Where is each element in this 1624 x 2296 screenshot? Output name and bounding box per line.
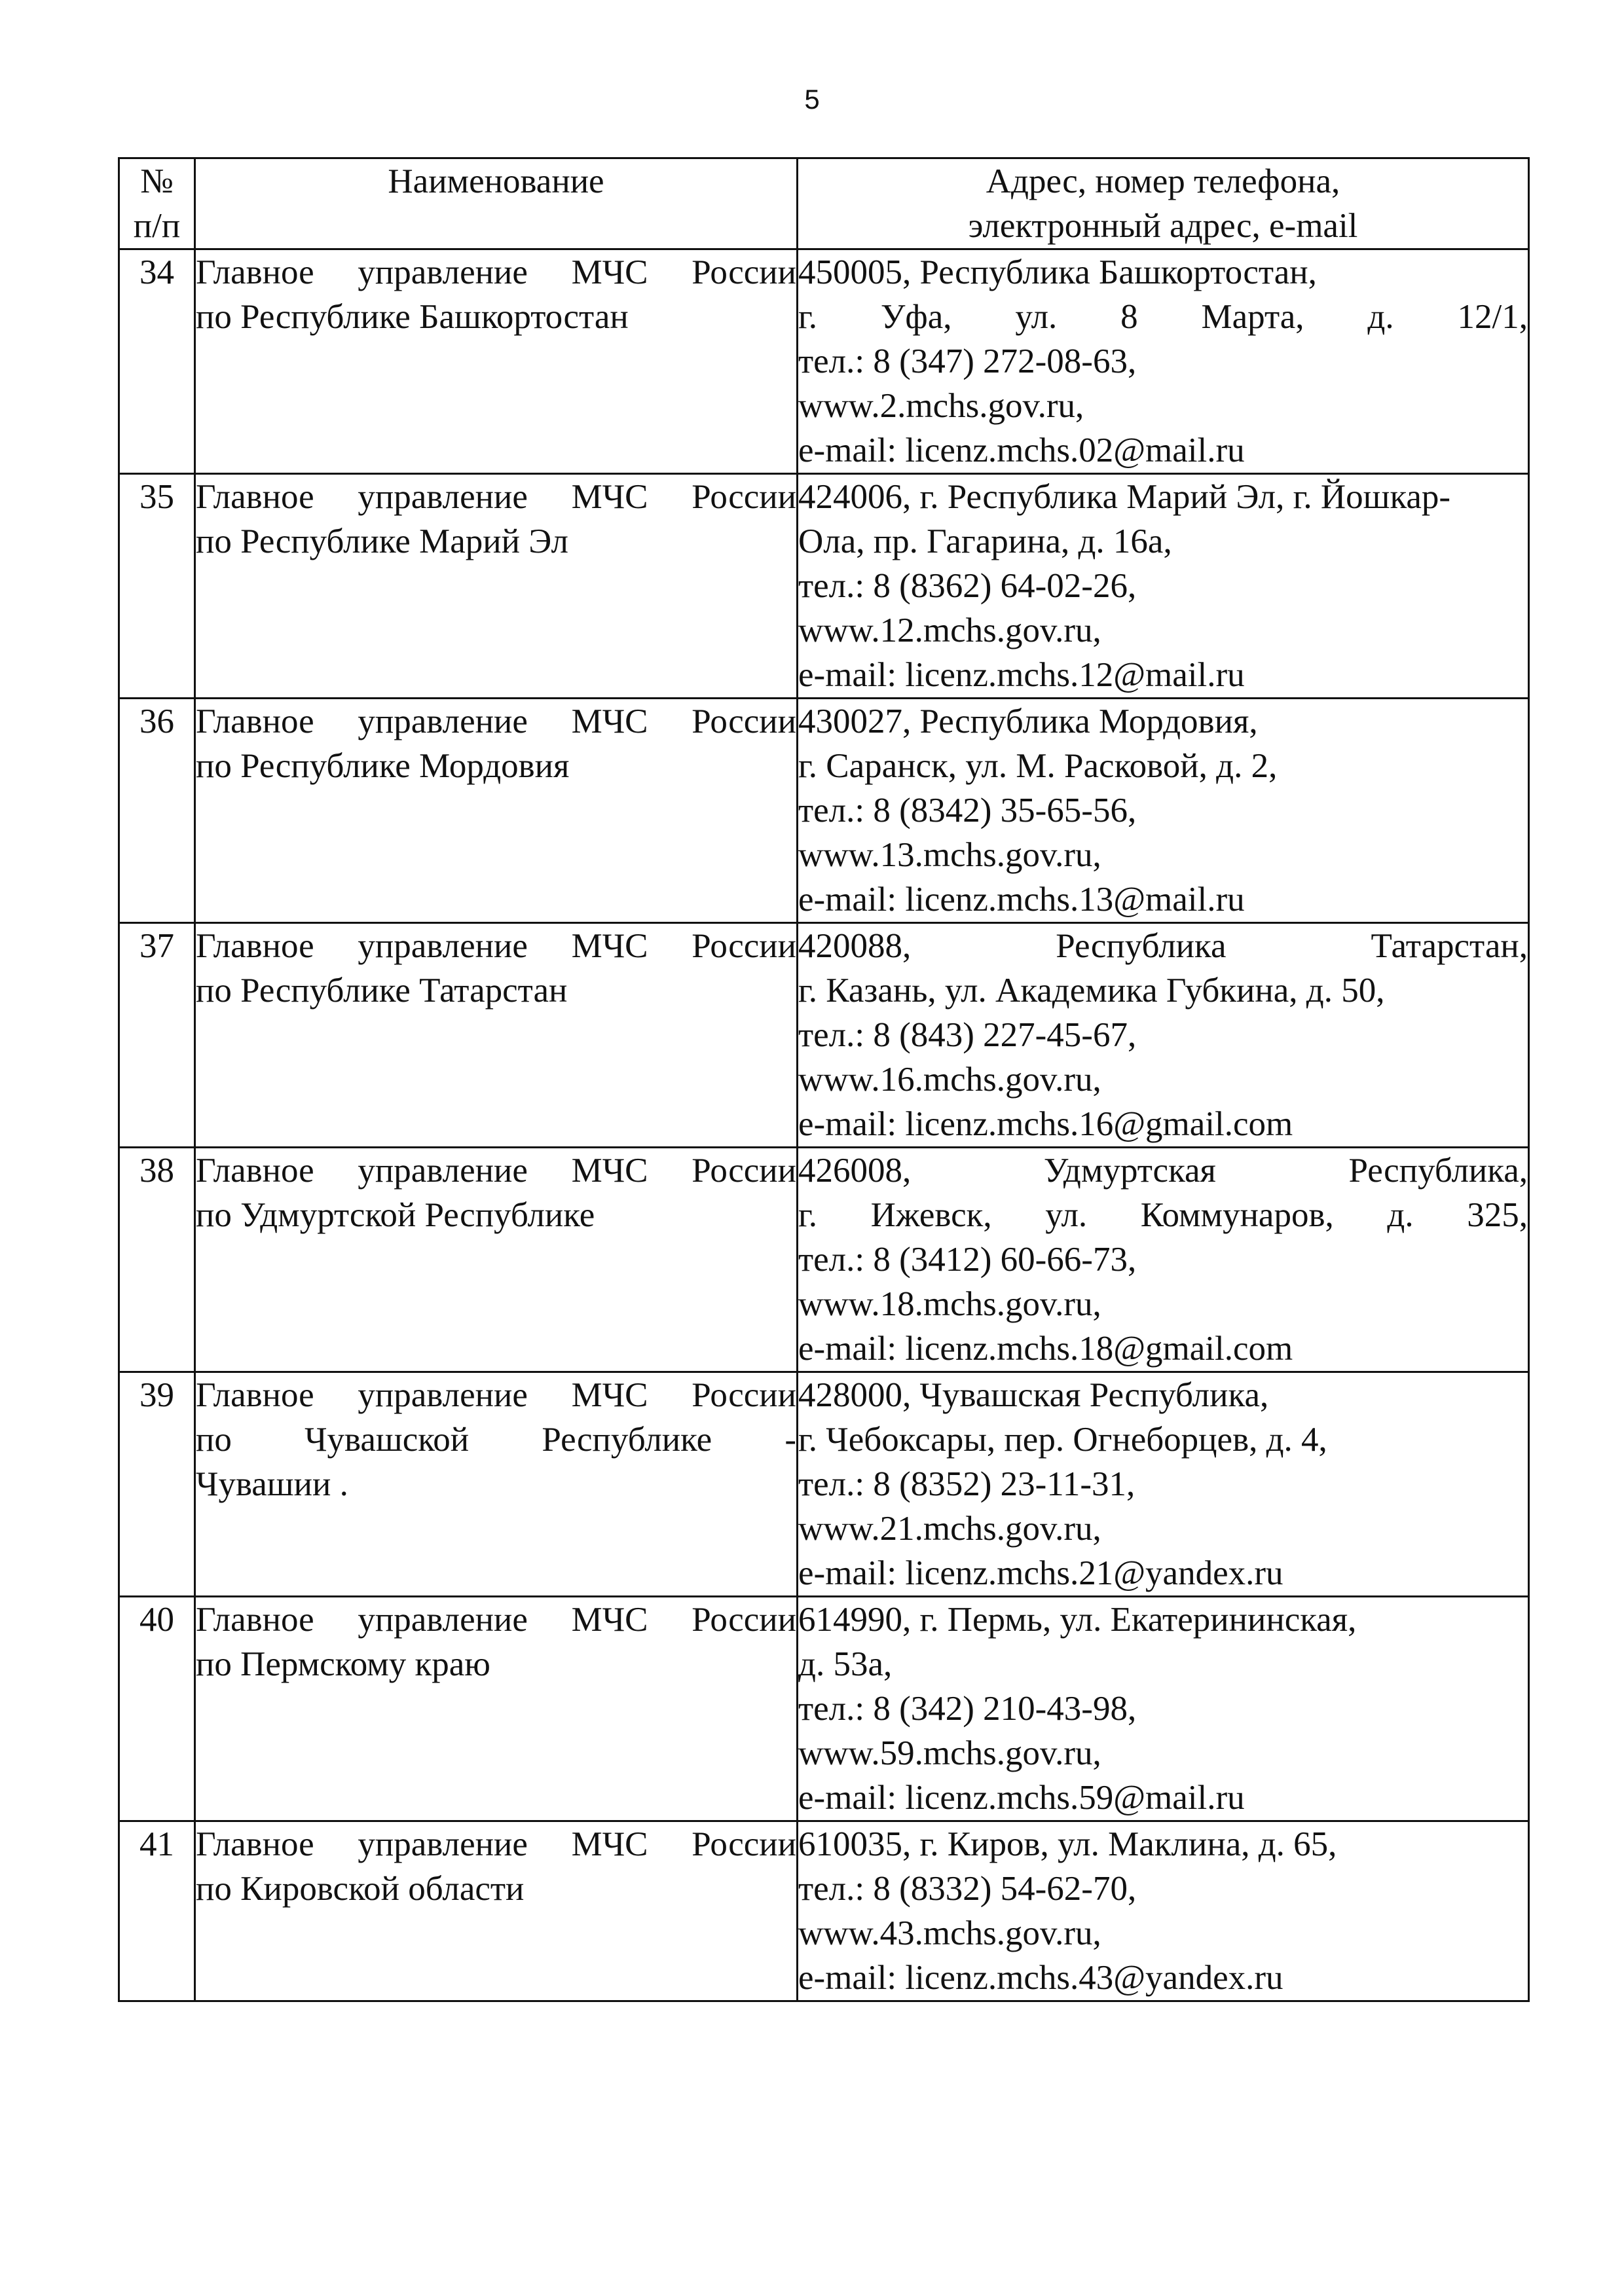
header-number-line: № bbox=[140, 162, 174, 200]
contact-details-line: 430027, Республика Мордовия, bbox=[798, 702, 1258, 740]
contact-details bbox=[798, 923, 1529, 1148]
contact-details-line: 614990, г. Пермь, ул. Екатерининская, bbox=[798, 1601, 1357, 1639]
header-number bbox=[119, 158, 195, 249]
contact-details-line: тел.: 8 (8362) 64-02-26, bbox=[798, 567, 1137, 605]
organization-name bbox=[195, 923, 798, 1148]
organization-name-line: по Удмуртской Республике bbox=[196, 1196, 595, 1234]
contact-details-line: e-mail: licenz.mchs.21@yandex.ru bbox=[798, 1554, 1283, 1592]
table-row bbox=[119, 699, 1529, 923]
contact-details-line: Ола, пр. Гагарина, д. 16а, bbox=[798, 522, 1172, 560]
contact-details-line: 420088, Республика Татарстан, bbox=[798, 927, 1528, 965]
table-row bbox=[119, 1597, 1529, 1821]
organization-name-line: Чувашии . bbox=[196, 1465, 348, 1503]
contact-details-line: тел.: 8 (8342) 35-65-56, bbox=[798, 792, 1137, 829]
organization-name-line: по Республике Башкортостан bbox=[196, 298, 629, 336]
contact-details-line: 424006, г. Республика Марий Эл, г. Йошкар- bbox=[798, 478, 1451, 516]
organization-name-line: по Кировской области bbox=[196, 1870, 525, 1908]
contact-details-line: e-mail: licenz.mchs.59@mail.ru bbox=[798, 1779, 1245, 1817]
contact-details-line: www.16.mchs.gov.ru, bbox=[798, 1061, 1101, 1099]
contact-details-line: e-mail: licenz.mchs.18@gmail.com bbox=[798, 1330, 1293, 1368]
organization-name-line: Главное управление МЧС России bbox=[196, 253, 796, 291]
table-row bbox=[119, 1821, 1529, 2001]
row-number: 37 bbox=[119, 923, 195, 1148]
contact-details-line: www.12.mchs.gov.ru, bbox=[798, 611, 1101, 649]
contact-details-line: тел.: 8 (347) 272-08-63, bbox=[798, 342, 1137, 380]
organization-name bbox=[195, 1372, 798, 1597]
organization-name-line: Главное управление МЧС России bbox=[196, 1152, 796, 1190]
row-number: 41 bbox=[119, 1821, 195, 2001]
contact-details-line: г. Саранск, ул. М. Расковой, д. 2, bbox=[798, 747, 1278, 785]
contact-details-line: тел.: 8 (3412) 60-66-73, bbox=[798, 1241, 1137, 1279]
contact-details-line: e-mail: licenz.mchs.02@mail.ru bbox=[798, 431, 1245, 469]
organization-name bbox=[195, 474, 798, 699]
contact-details-line: 450005, Республика Башкортостан, bbox=[798, 253, 1317, 291]
organization-name-line: по Республике Мордовия bbox=[196, 747, 570, 785]
contact-details bbox=[798, 699, 1529, 923]
contact-details-line: www.21.mchs.gov.ru, bbox=[798, 1510, 1101, 1548]
row-number: 34 bbox=[119, 249, 195, 474]
contact-details-line: e-mail: licenz.mchs.43@yandex.ru bbox=[798, 1959, 1283, 1997]
header-address-line: Адрес, номер телефона, bbox=[986, 162, 1340, 200]
organization-name-line: по Пермскому краю bbox=[196, 1645, 490, 1683]
contact-details-line: тел.: 8 (843) 227-45-67, bbox=[798, 1016, 1137, 1054]
row-number: 36 bbox=[119, 699, 195, 923]
contact-details-line: г. Казань, ул. Академика Губкина, д. 50, bbox=[798, 972, 1385, 1010]
contact-details-line: www.2.mchs.gov.ru, bbox=[798, 387, 1084, 425]
header-number-line: п/п bbox=[133, 207, 181, 245]
contact-details-line: e-mail: licenz.mchs.13@mail.ru bbox=[798, 881, 1245, 919]
contact-details-line: д. 53а, bbox=[798, 1645, 893, 1683]
contact-details-line: www.18.mchs.gov.ru, bbox=[798, 1285, 1101, 1323]
contact-details bbox=[798, 249, 1529, 474]
contact-details-line: 426008, Удмуртская Республика, bbox=[798, 1152, 1528, 1190]
contact-details-line: www.59.mchs.gov.ru, bbox=[798, 1734, 1101, 1772]
table-row bbox=[119, 1148, 1529, 1372]
organization-name-line: Главное управление МЧС России bbox=[196, 927, 796, 965]
organization-name bbox=[195, 1821, 798, 2001]
contact-details-line: г. Чебоксары, пер. Огнеборцев, д. 4, bbox=[798, 1421, 1327, 1459]
contact-details-line: 610035, г. Киров, ул. Маклина, д. 65, bbox=[798, 1825, 1337, 1863]
organization-name-line: Главное управление МЧС России bbox=[196, 702, 796, 740]
page-number: 5 bbox=[804, 84, 820, 115]
contact-details-line: www.43.mchs.gov.ru, bbox=[798, 1914, 1101, 1952]
row-number: 38 bbox=[119, 1148, 195, 1372]
organization-name bbox=[195, 249, 798, 474]
organization-name bbox=[195, 1148, 798, 1372]
contact-details bbox=[798, 1597, 1529, 1821]
contact-details-line: г. Уфа, ул. 8 Марта, д. 12/1, bbox=[798, 298, 1528, 336]
organization-name bbox=[195, 699, 798, 923]
organization-name bbox=[195, 1597, 798, 1821]
contact-details-line: тел.: 8 (342) 210-43-98, bbox=[798, 1690, 1137, 1728]
organization-name-line: по Чувашской Республике - bbox=[196, 1421, 796, 1459]
organization-name-line: Главное управление МЧС России bbox=[196, 1825, 796, 1863]
contact-details-line: 428000, Чувашская Республика, bbox=[798, 1376, 1269, 1414]
table-row bbox=[119, 923, 1529, 1148]
table-body bbox=[119, 249, 1529, 2001]
table-row bbox=[119, 1372, 1529, 1597]
contact-details bbox=[798, 1821, 1529, 2001]
organization-name-line: Главное управление МЧС России bbox=[196, 1601, 796, 1639]
organization-name-line: по Республике Татарстан bbox=[196, 972, 568, 1010]
organization-name-line: по Республике Марий Эл bbox=[196, 522, 568, 560]
header-address-line: электронный адрес, e-mail bbox=[968, 207, 1358, 245]
registry-table bbox=[118, 157, 1530, 2002]
table-row bbox=[119, 474, 1529, 699]
table-row bbox=[119, 249, 1529, 474]
row-number: 40 bbox=[119, 1597, 195, 1821]
contact-details bbox=[798, 474, 1529, 699]
contact-details bbox=[798, 1372, 1529, 1597]
header-name-line: Наименование bbox=[388, 162, 604, 200]
contact-details-line: e-mail: licenz.mchs.12@mail.ru bbox=[798, 656, 1245, 694]
contact-details-line: www.13.mchs.gov.ru, bbox=[798, 836, 1101, 874]
organization-name-line: Главное управление МЧС России bbox=[196, 1376, 796, 1414]
contact-details-line: e-mail: licenz.mchs.16@gmail.com bbox=[798, 1105, 1293, 1143]
header-name bbox=[195, 158, 798, 249]
contact-details-line: г. Ижевск, ул. Коммунаров, д. 325, bbox=[798, 1196, 1528, 1234]
table-header-row bbox=[119, 158, 1529, 249]
contact-details-line: тел.: 8 (8352) 23-11-31, bbox=[798, 1465, 1135, 1503]
contact-details-line: тел.: 8 (8332) 54-62-70, bbox=[798, 1870, 1137, 1908]
row-number: 35 bbox=[119, 474, 195, 699]
contact-details bbox=[798, 1148, 1529, 1372]
organization-name-line: Главное управление МЧС России bbox=[196, 478, 796, 516]
header-address bbox=[798, 158, 1529, 249]
row-number: 39 bbox=[119, 1372, 195, 1597]
